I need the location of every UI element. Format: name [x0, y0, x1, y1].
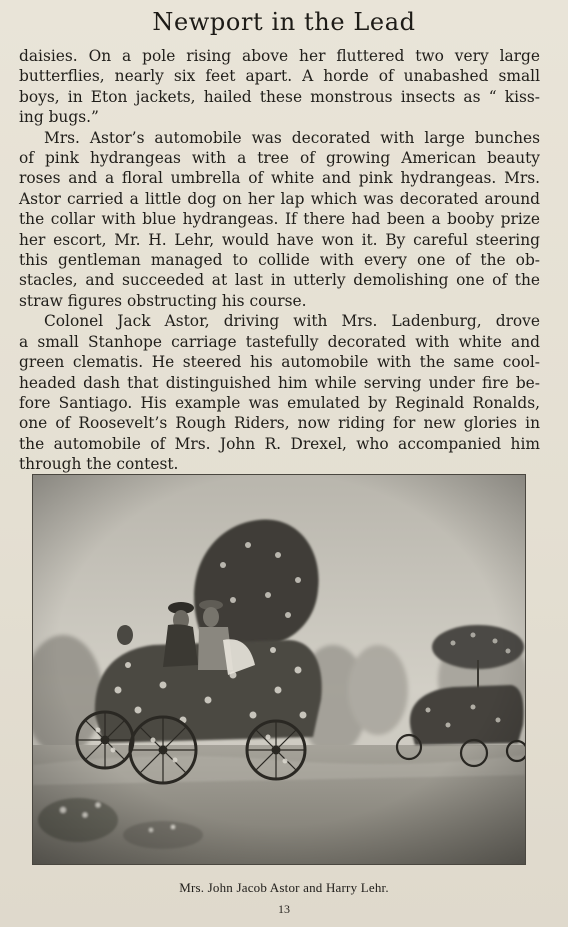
text-line: straw figures obstructing his course.: [19, 291, 307, 310]
body-text: [19, 46, 540, 475]
text-line: butterflies, nearly six feet apart. A horde of unabashed small: [19, 67, 540, 86]
paragraph-1: [19, 46, 540, 128]
photo-caption: Mrs. John Jacob Astor and Harry Lehr.: [179, 880, 389, 895]
text-line: one of Roosevelt’s Rough Riders, now riding for new glories in: [19, 414, 540, 433]
text-line: the collar with blue hydrangeas. If there had been a booby prize: [19, 210, 540, 229]
text-line: through the contest.: [19, 455, 179, 474]
text-line: daisies. On a pole rising above her fluttered two very large: [19, 47, 540, 65]
text-line: her escort, Mr. H. Lehr, would have won it. By careful steering: [19, 230, 540, 249]
page-number: 13: [278, 902, 290, 916]
photograph: [33, 475, 525, 864]
running-head: Newport in the Lead: [152, 8, 416, 36]
text-line: roses and a floral umbrella of white and pink hydrangeas. Mrs.: [19, 169, 540, 188]
text-line: the automobile of Mrs. John R. Drexel, who accompanied him: [19, 434, 540, 453]
text-line: a small Stanhope carriage tastefully decorated with white and: [19, 332, 540, 351]
text-line: Mrs. Astor’s automobile was decorated with large bunches: [44, 128, 540, 147]
text-line: green clematis. He steered his automobile with the same cool-: [19, 353, 540, 372]
text-line: this gentleman managed to collide with every one of the ob-: [19, 251, 540, 270]
text-line: fore Santiago. His example was emulated by Reginald Ronalds,: [19, 393, 540, 412]
paragraph-2: [19, 128, 540, 312]
text-line: boys, in Eton jackets, hailed these monstrous insects as “ kiss-: [19, 87, 540, 106]
text-line: of pink hydrangeas with a tree of growing American beauty: [19, 149, 540, 168]
photograph-plate: [32, 474, 526, 865]
text-line: Colonel Jack Astor, driving with Mrs. Ladenburg, drove: [44, 312, 540, 331]
paragraph-3: [19, 311, 540, 474]
text-line: ing bugs.”: [19, 108, 99, 127]
text-line: stacles, and succeeded at last in utterly demolishing one of the: [19, 271, 540, 290]
text-line: headed dash that distinguished him while serving under fire be-: [19, 373, 540, 392]
text-line: Astor carried a little dog on her lap which was decorated around: [19, 189, 540, 208]
vignette: [33, 475, 525, 864]
